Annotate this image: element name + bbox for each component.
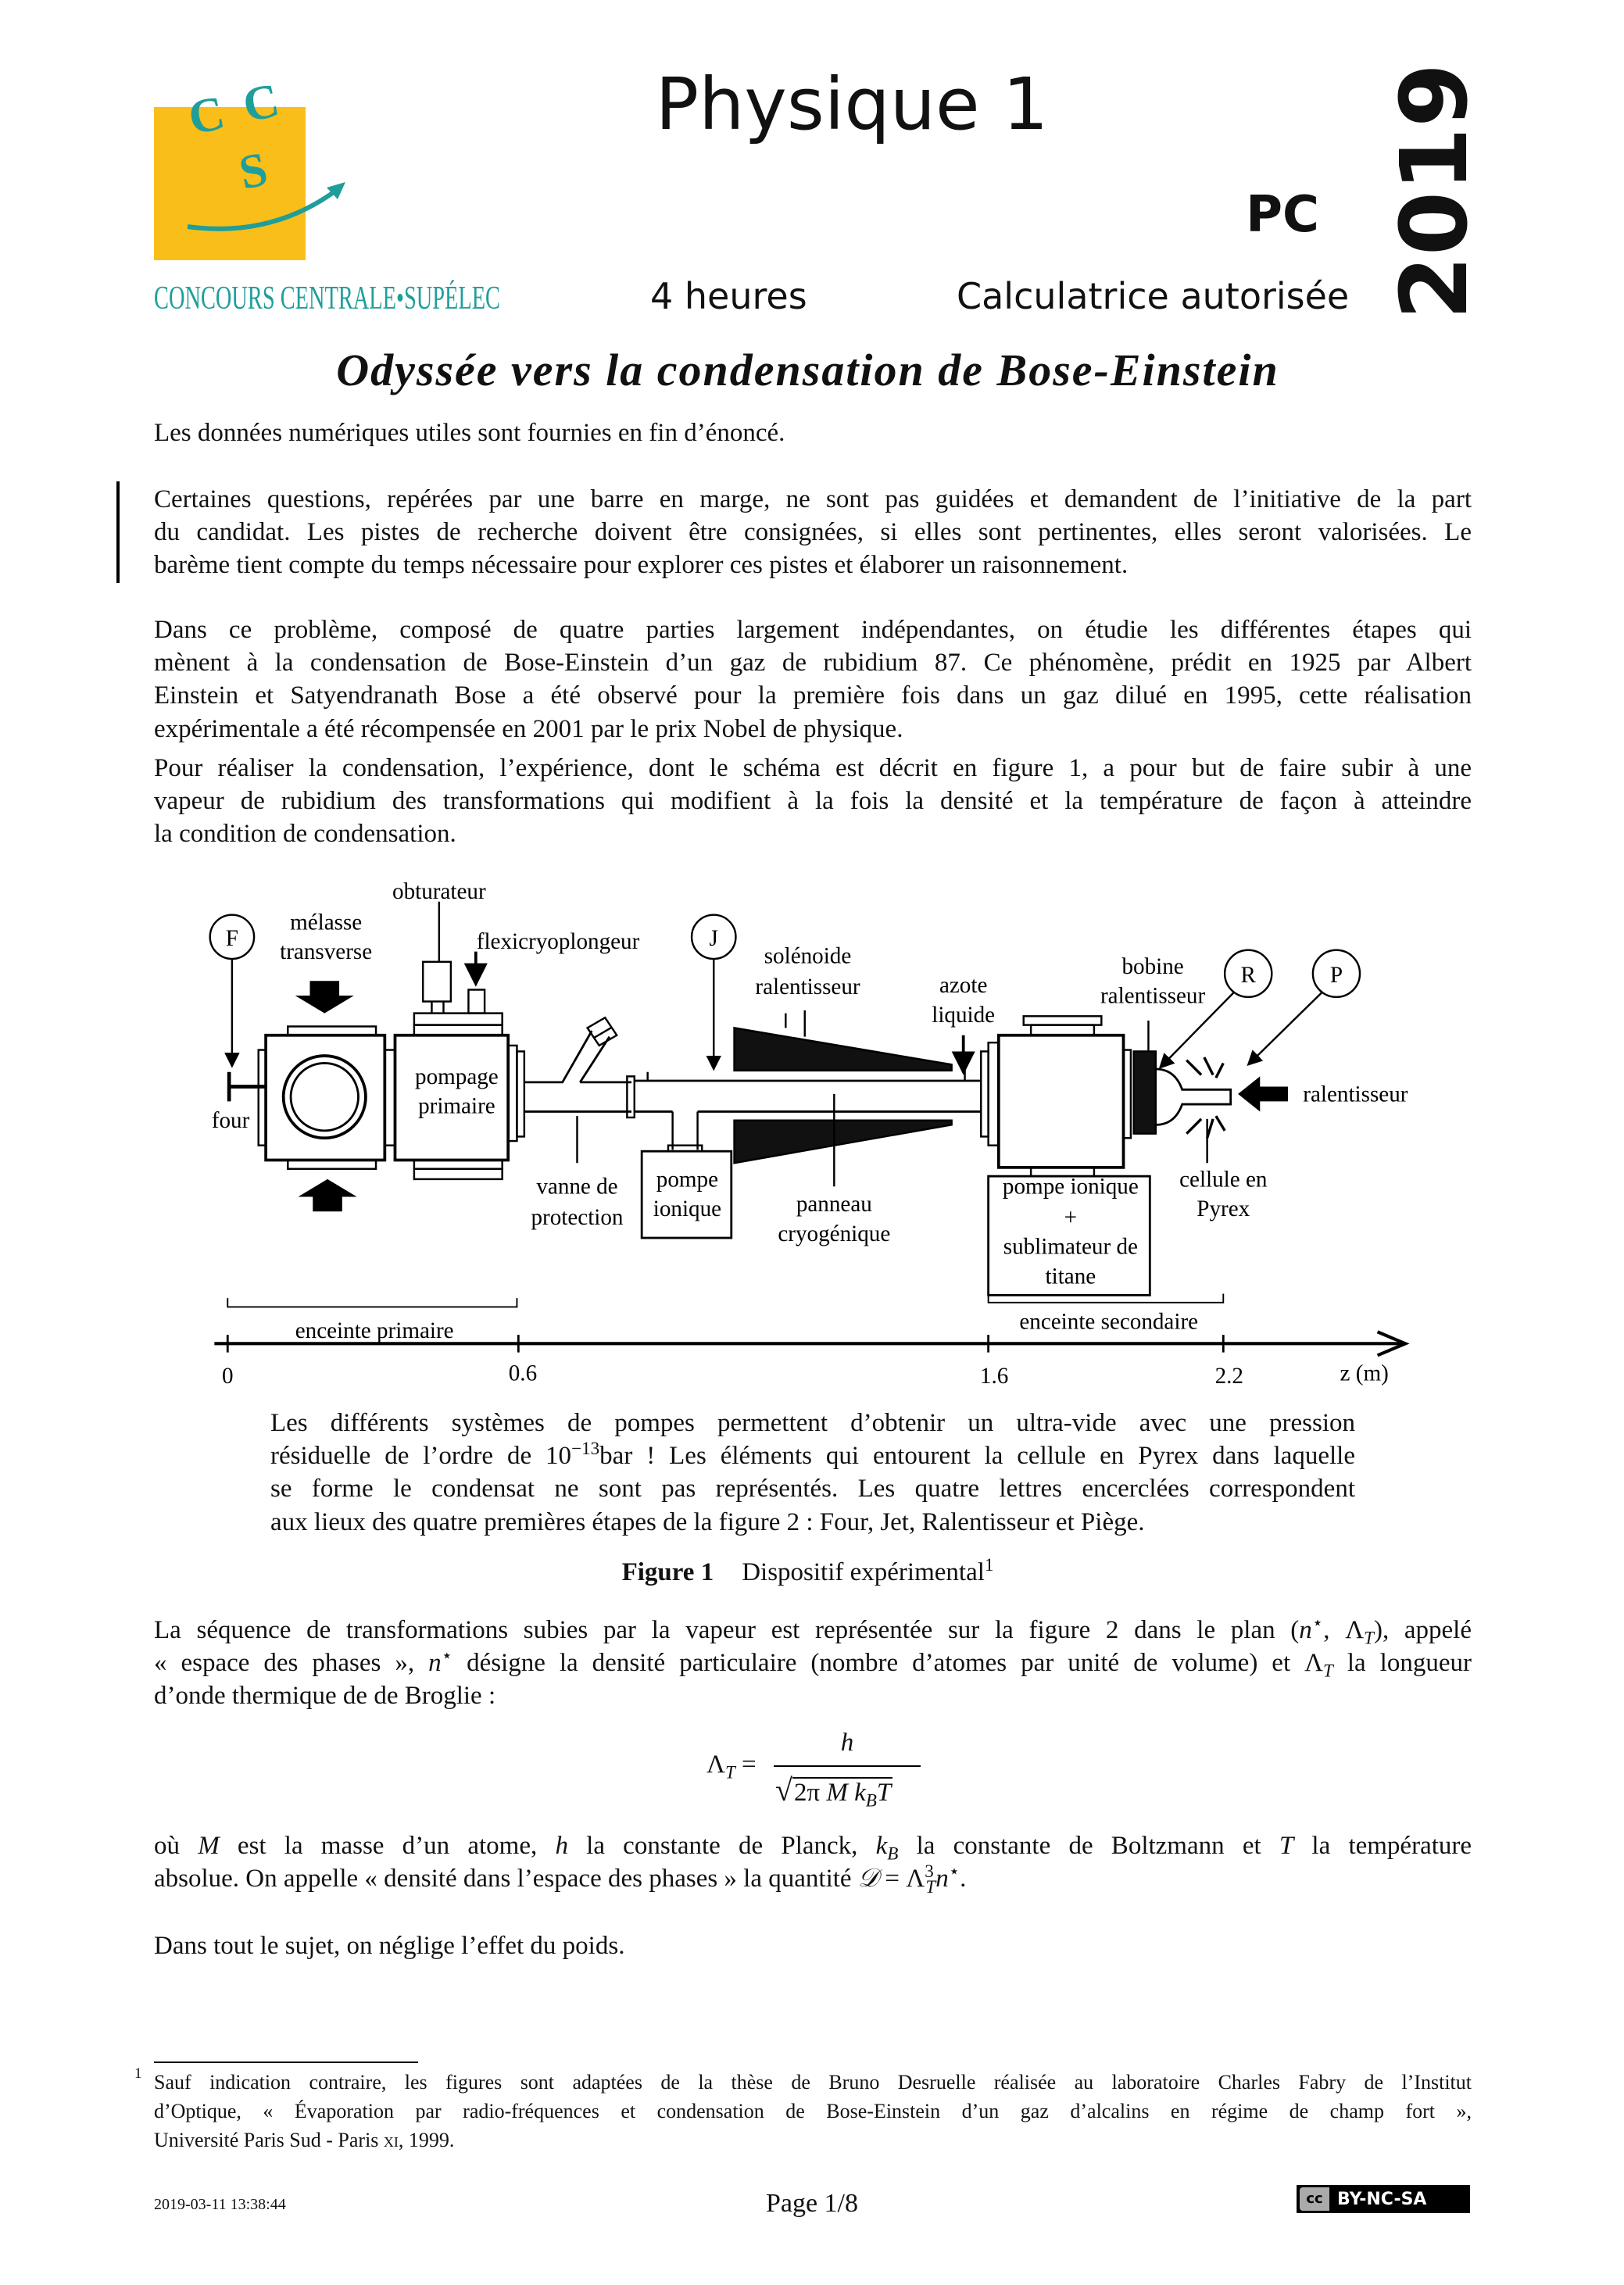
text-segment: . [960,1865,967,1893]
logo-text: CONCOURS CENTRALE•SUPÉLEC [154,281,667,316]
text-line: Certaines questions, repérées par une barre en marge, ne sont pas guidées et demandent de l’initiative de la part [154,485,1472,513]
label-pompe-sublimateur: titane [1045,1264,1096,1289]
flange [989,1042,999,1146]
text-segment: = Λ [878,1865,925,1893]
label-four: four [211,1108,250,1134]
shutter-stem [431,1002,443,1014]
pyrex-cell [1156,1069,1231,1125]
label-vanne: protection [531,1205,624,1231]
footnote [154,2068,1472,2154]
axis-label: z (m) [1340,1361,1389,1386]
equals-sign: = [742,1750,757,1779]
secondary-chamber [999,1035,1124,1168]
margin-bar [116,481,120,583]
math-n: n [1299,1616,1312,1644]
label-pompe-sublimateur: pompe ionique [1002,1174,1139,1200]
figure-number: Figure 1 [621,1558,714,1586]
year: 2019 [1380,63,1488,320]
primary-enclosure-bracket [227,1298,517,1307]
math-B: B [865,1790,877,1811]
molasses-arrow-up [298,1179,356,1211]
math-T: T [925,1876,936,1897]
footnote-mark: 1 [134,2065,142,2082]
logo-letter: S [234,142,273,200]
math-T: T [876,1779,892,1807]
text-line [154,1647,1472,1679]
logo [141,70,667,320]
text-segment: La séquence de transformations subies par la vapeur est représentée sur la figure 2 dans le plan ( [154,1616,1300,1644]
sqrt-icon: √ [775,1772,792,1808]
timestamp: 2019-03-11 13:38:44 [154,2196,286,2213]
label-panneau: panneau [796,1192,872,1218]
label-flexicryoplongeur: flexicryoplongeur [476,928,640,954]
text-segment: bar ! Les éléments qui entourent la cellule en Pyrex dans laquelle [599,1442,1355,1471]
axis-tick-label: 0 [221,1364,234,1389]
math-M: M [826,1779,848,1807]
math-star: ⋆ [441,1645,453,1666]
label-solenoide: ralentisseur [755,974,860,1000]
math-lambda: Λ [1304,1649,1324,1678]
label-pompe-ionique: ionique [653,1196,722,1221]
text-line: Einstein et Satyendranath Bose a été observé pour la première fois dans un gaz dilué en 1995, cette réalisation [154,681,1472,710]
flange [981,1051,988,1136]
subject-title: Physique 1 [655,63,1049,146]
weight-paragraph [154,1929,1472,1962]
label-melasse: transverse [280,939,373,965]
footnote-rule [154,2062,418,2063]
definitions-paragraph [154,1829,1472,1895]
text-line: aux lieux des quatre premières étapes de la figure 2 : Four, Jet, Ralentisseur et Piège. [270,1507,1145,1536]
text-line: Dans tout le sujet, on néglige l’effet du poids. [154,1932,625,1960]
figure-label [0,1556,1615,1589]
molasses-arrow-down [295,981,354,1013]
math-M: M [198,1832,220,1860]
label-panneau: cryogénique [778,1221,891,1246]
math-k: k [854,1779,866,1807]
text-line: Les différents systèmes de pompes permettent d’obtenir un ultra-vide avec une pression [270,1409,1355,1437]
label-pompe-ionique: pompe [656,1167,719,1193]
ion-pump-box [642,1151,732,1238]
math-D: 𝒟 [857,1865,879,1893]
license-text: BY-NC-SA [1337,2189,1427,2209]
text-segment: désigne la densité particulaire (nombre d’atomes par unité de volume) et [453,1649,1305,1678]
exponent: 3 [925,1861,934,1882]
pointer-line [785,1010,804,1037]
text-segment: est la masse d’un atome, [219,1832,556,1860]
pipe [635,1081,981,1111]
text-segment: absolue. On appelle « densité dans l’espace des phases » la quantité [154,1865,858,1893]
label-obturateur: obturateur [392,879,486,905]
label-J: J [709,926,718,952]
label-enceinte-secondaire: enceinte secondaire [1019,1309,1199,1335]
label-pompe-sublimateur: sublimateur de [1003,1234,1138,1260]
text-line [154,1829,1472,1862]
track: PC [1246,186,1319,244]
instructions-paragraph [154,483,1472,582]
logo-letter: C [184,86,230,145]
text-line: Les données numériques utiles sont fournies en fin d’énoncé. [154,419,785,447]
text-line [154,1862,1472,1895]
text-segment: ), appelé [1373,1616,1472,1644]
logo-square [154,107,306,260]
math-star: ⋆ [948,1861,960,1882]
phase-space-paragraph [154,1614,1472,1713]
math-h: h [555,1832,568,1860]
text-line [154,1614,1472,1647]
math-B: B [887,1843,899,1864]
text-line: d’Optique, « Évaporation par radio-fréquences et condensation de Bose-Einstein d’un gaz d’alcalins en régime de champ fort », [154,2100,1472,2122]
math-T: T [1323,1660,1333,1681]
problem-paragraph [154,613,1472,746]
label-vanne: vanne de [536,1174,618,1200]
text-line: d’onde thermique de de Broglie : [154,1682,496,1711]
text-line [270,1439,1355,1472]
label-melasse: mélasse [290,910,363,935]
math-lambda: Λ [706,1750,725,1779]
page-number: Page 1/8 [765,2189,859,2218]
fraction-bar [774,1765,921,1767]
license-badge [1297,2185,1470,2213]
text-line [154,2126,1472,2154]
text-line: Pour réaliser la condensation, l’expérience, dont le schéma est décrit en figure 1, a pour but de faire subir à une [154,754,1472,782]
text-line: mènent à la condensation de Bose-Einstein d’un gaz de rubidium 87. Ce phénomène, prédit en 1925 par Albert [154,649,1472,678]
math-n: n [428,1649,442,1678]
math-lambda: Λ [1345,1616,1365,1644]
pump-stem [673,1111,698,1150]
math-T: T [724,1761,735,1783]
label-F: F [225,926,238,952]
text-segment: , [1323,1616,1346,1644]
axis-tick-label: 2.2 [1214,1364,1243,1389]
exponent: −13 [571,1438,600,1459]
text-line: expérimentale a été récompensée en 2001 par le prix Nobel de physique. [154,714,903,743]
slowing-solenoid-top [735,1028,952,1070]
text-segment: xi [383,2129,399,2151]
experimental-setup-figure [0,860,1615,1407]
document-title: Odyssée vers la condensation de Bose-Einstein [336,345,1279,395]
laser-beams [1186,1057,1225,1138]
label-pompage: primaire [418,1093,495,1119]
flange [1024,1016,1102,1024]
denominator [775,1772,892,1811]
label-enceinte-primaire: enceinte primaire [295,1318,454,1343]
numerator [774,1729,921,1758]
text-line: Sauf indication contraire, les figures sont adaptées de la thèse de Bruno Desruelle réalisée au laboratoire Charles Fabry de l’Institut [154,2071,1472,2094]
duration: 4 heures [650,275,807,317]
math-T: T [1364,1627,1374,1648]
text-line: la condition de condensation. [154,820,456,849]
axis-tick-label: 0.6 [508,1361,538,1386]
flange [414,1169,503,1179]
slowing-laser-arrow [1238,1076,1288,1111]
text-segment: « espace des phases », [154,1649,429,1678]
text-segment: 2π [793,1779,827,1807]
label-R: R [1240,963,1256,989]
text-segment: résiduelle de l’ordre de 10 [270,1442,572,1471]
footnote-ref: 1 [984,1554,994,1575]
text-line: barème tient compte du temps nécessaire pour explorer ces pistes et élaborer un raisonnement. [154,551,1129,580]
text-segment: la constante de Boltzmann et [898,1832,1279,1860]
text-line: Dans ce problème, composé de quatre parties largement indépendantes, on étudie les différentes étapes qui [154,616,1472,644]
text-line: se forme le condensat ne sont pas représentés. Les quatre lettres encerclées correspondent [270,1475,1355,1504]
logo-letter: C [238,73,284,133]
flange [1031,1025,1094,1035]
text-segment: Université Paris Sud - Paris [154,2129,384,2151]
oven-nozzle [229,1072,266,1102]
label-azote: azote [939,973,988,999]
intro-paragraph [154,417,1472,449]
flange [517,1051,524,1136]
label-solenoide: solénoide [764,943,852,969]
slowing-coil [1134,1051,1156,1133]
experiment-paragraph [154,752,1472,851]
math-star: ⋆ [1311,1612,1324,1632]
math-h: h [840,1729,854,1757]
math-k: k [875,1832,888,1860]
label-bobine: ralentisseur [1100,983,1206,1009]
figure-caption-text [270,1407,1355,1539]
text-line: du candidat. Les pistes de recherche doivent être consignées, si elles sont pertinentes, elles seront valorisées. Le [154,518,1472,547]
slowing-solenoid-bottom [735,1121,952,1163]
label-laser-ralentisseur: ralentisseur [1303,1082,1408,1107]
figure-title: Dispositif expérimental [742,1558,985,1586]
pointer-line [1248,992,1322,1064]
cc-icon: cc [1300,2187,1329,2211]
label-pompage: pompage [415,1064,499,1089]
flexicryoplunger [468,990,485,1014]
flange [385,1050,395,1146]
text-segment: la longueur [1332,1649,1472,1678]
text-segment: la température [1293,1832,1472,1860]
flange [414,1025,503,1035]
label-cellule: cellule en [1179,1167,1268,1193]
shutter [423,962,451,1002]
flange [414,1014,503,1025]
label-bobine: bobine [1121,953,1184,979]
math-T: T [1279,1832,1294,1860]
text-segment: où [154,1832,199,1860]
axis-tick-label: 1.6 [979,1364,1009,1389]
text-segment: , 1999. [398,2129,455,2151]
text-line: vapeur de rubidium des transformations qui modifient à la fois la densité et la température de façon à atteindre [154,787,1472,816]
label-azote: liquide [932,1002,996,1028]
label-pompe-sublimateur: + [1064,1205,1078,1231]
text-segment: la constante de Planck, [567,1832,876,1860]
label-P: P [1329,963,1343,989]
pipe [524,1031,631,1111]
calculator-info: Calculatrice autorisée [957,275,1350,317]
math-n: n [935,1865,949,1893]
label-cellule: Pyrex [1197,1196,1250,1221]
